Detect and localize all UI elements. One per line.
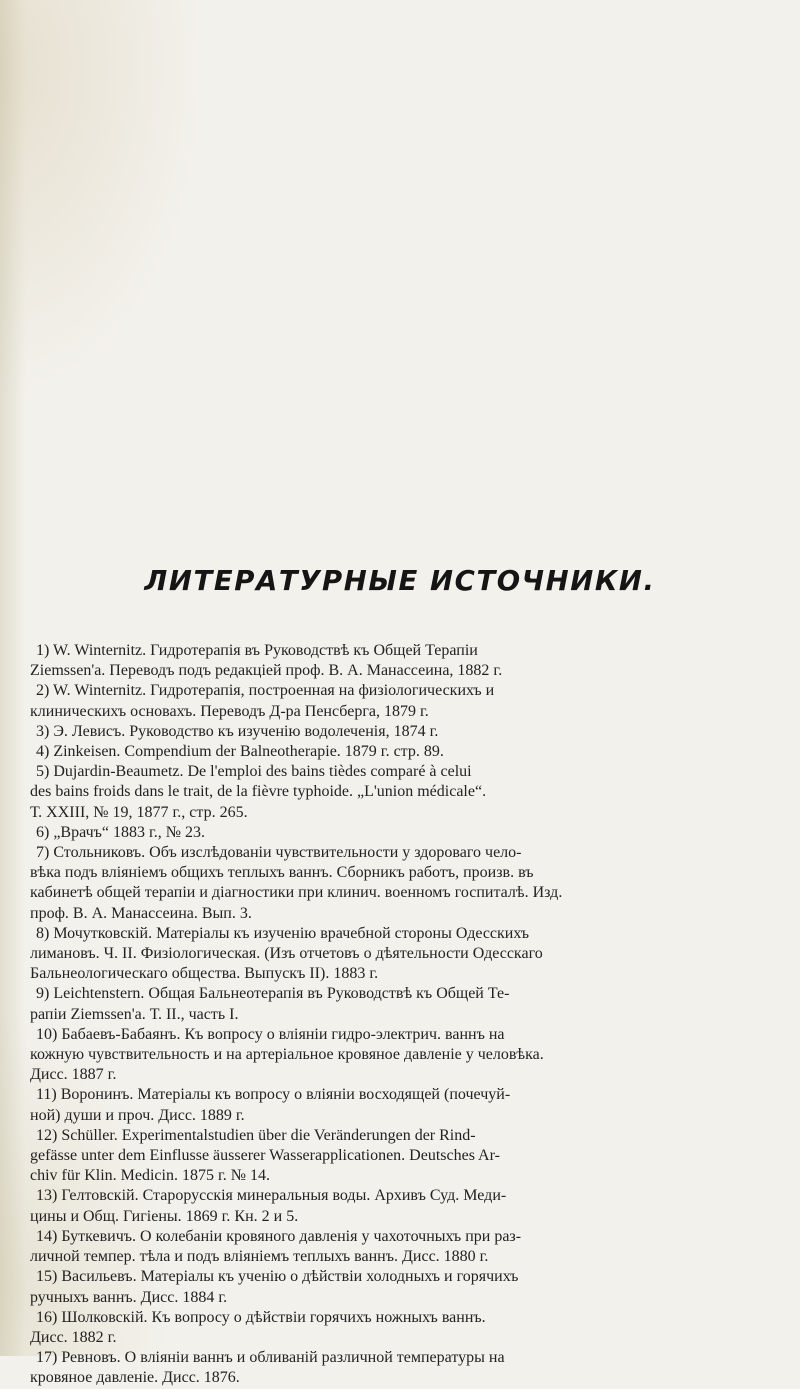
reference-entry-line: лимановъ. Ч. II. Физіологическая. (Изъ отчетовъ о дѣятельности Одесскаго <box>30 945 543 963</box>
reference-entry-start: 4) Zinkeisen. Compendium der Balneotherapie. 1879 г. стр. 89. <box>36 743 444 761</box>
reference-item <box>30 1085 750 1125</box>
reference-entry-start: 11) Воронинъ. Матеріалы къ вопросу о вліяніи восходящей (почечуй- <box>36 1086 511 1104</box>
reference-item <box>30 1186 750 1226</box>
reference-entry-line: ручныхъ ваннъ. Дисс. 1884 г. <box>30 1288 228 1306</box>
reference-entry-start: 17) Ревновъ. О вліяніи ваннъ и обливаній различной температуры на <box>36 1349 505 1367</box>
reference-item <box>30 924 750 985</box>
reference-item <box>30 641 750 681</box>
reference-entry-start: 15) Васильевъ. Матеріалы къ ученію о дѣйствіи холодныхъ и горячихъ <box>36 1268 519 1286</box>
reference-item <box>30 1348 750 1388</box>
reference-entry-line: Бальнеологическаго общества. Выпускъ II). 1883 г. <box>30 965 379 983</box>
reference-entry-line: клиническихъ основахъ. Переводъ Д-ра Пенсберга, 1879 г. <box>30 702 429 720</box>
reference-entry-start: 7) Стольниковъ. Объ изслѣдованіи чувствительности у здороваго чело- <box>36 844 522 862</box>
reference-item <box>30 1126 750 1187</box>
reference-entry-start: 3) Э. Левисъ. Руководство къ изученію водолеченія, 1874 г. <box>36 722 439 740</box>
reference-entry-start: 12) Schüller. Experimentalstudien über die Veränderungen der Rind- <box>36 1126 476 1144</box>
reference-item <box>30 984 750 1024</box>
reference-entry-line: ной) души и проч. Дисс. 1889 г. <box>30 1106 245 1124</box>
reference-entry-line: gefässe unter dem Einflusse äusserer Wasserapplicationen. Deutsches Ar- <box>30 1147 500 1165</box>
reference-entry-line: проф. В. А. Манассеина. Вып. 3. <box>30 904 252 922</box>
reference-entry-line: Ziemssen'а. Переводъ подъ редакціей проф. В. А. Манассеина, 1882 г. <box>30 662 503 680</box>
reference-item <box>30 1308 750 1348</box>
reference-entry-line: des bains froids dans le trait, de la fièvre typhoide. „L'union médicale“. <box>30 783 487 801</box>
reference-entry-line: Т. XXIII, № 19, 1877 г., стр. 265. <box>30 803 248 821</box>
reference-entry-start: 8) Мочутковскій. Матеріалы къ изученію врачебной стороны Одесскихъ <box>36 924 530 942</box>
page-title: ЛИТЕРАТУРНЫЕ ИСТОЧНИКИ. <box>144 565 656 597</box>
reference-entry-line: chiv für Klin. Medicin. 1875 г. № 14. <box>30 1167 270 1185</box>
reference-item <box>30 1267 750 1307</box>
reference-item <box>30 823 750 843</box>
reference-entry-line: кабинетѣ общей терапіи и діагностики при клинич. военномъ госпиталѣ. Изд. <box>30 884 563 902</box>
reference-entry-line: личной темпер. тѣла и подъ вліяніемъ теплыхъ ваннъ. Дисс. 1880 г. <box>30 1248 489 1266</box>
reference-item <box>30 742 750 762</box>
reference-entry-line: Дисс. 1887 г. <box>30 1066 117 1084</box>
reference-item <box>30 722 750 742</box>
reference-entry-start: 5) Dujardin-Beaumetz. De l'emploi des bains tièdes comparé à celui <box>36 763 472 781</box>
reference-item <box>30 681 750 721</box>
reference-entry-start: 10) Бабаевъ-Бабаянъ. Къ вопросу о вліяніи гидро-электрич. ваннъ на <box>36 1025 505 1043</box>
reference-item <box>30 1227 750 1267</box>
reference-entry-start: 2) W. Winternitz. Гидротерапія, построенная на физіологическихъ и <box>36 682 495 700</box>
reference-list <box>30 641 750 1389</box>
reference-item <box>30 843 750 924</box>
reference-entry-start: 16) Шолковскій. Къ вопросу о дѣйствіи горячихъ ножныхъ ваннъ. <box>36 1308 486 1326</box>
reference-item <box>30 762 750 823</box>
reference-entry-start: 1) W. Winternitz. Гидротерапія въ Руководствѣ къ Общей Терапіи <box>36 642 478 659</box>
reference-entry-line: вѣка подъ вліяніемъ общихъ теплыхъ ваннъ. Сборникъ работъ, произв. въ <box>30 864 534 882</box>
reference-entry-line: цины и Общ. Гигіены. 1869 г. Кн. 2 и 5. <box>30 1207 299 1225</box>
reference-entry-start: 6) „Врачъ“ 1883 г., № 23. <box>36 823 206 841</box>
reference-entry-start: 13) Гелтовскій. Старорусскія минеральныя воды. Архивъ Суд. Меди- <box>36 1187 507 1205</box>
page-edge-stain <box>0 0 26 1356</box>
reference-entry-start: 14) Буткевичъ. О колебаніи кровяного давленія у чахоточныхъ при раз- <box>36 1227 522 1245</box>
reference-entry-line: кровяное давленіе. Дисс. 1876. <box>30 1369 240 1387</box>
reference-entry-line: рапіи Ziemssen'а. Т. II., часть I. <box>30 1005 239 1023</box>
reference-entry-line: кожную чувствительность и на артеріальное кровяное давленіе у человѣка. <box>30 1046 544 1064</box>
reference-item <box>30 1025 750 1086</box>
reference-entry-line: Дисс. 1882 г. <box>30 1328 117 1346</box>
reference-entry-start: 9) Leichtenstern. Общая Бальнеотерапія въ Руководствѣ къ Общей Те- <box>36 985 510 1003</box>
